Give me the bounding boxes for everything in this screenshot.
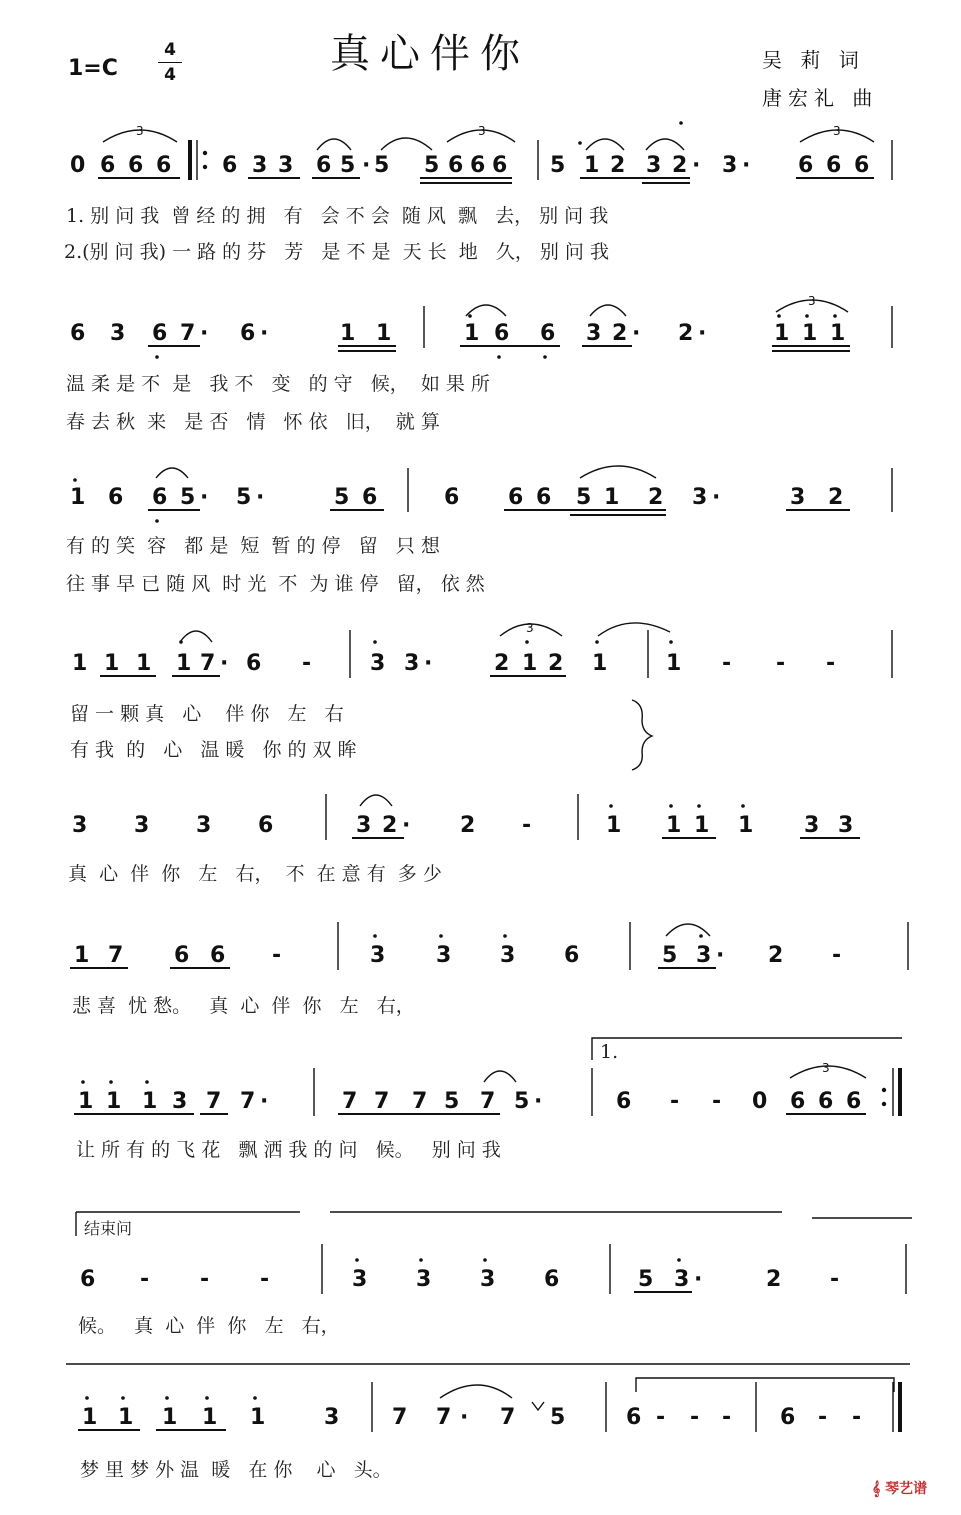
note: 1 <box>74 943 90 968</box>
note: 0 <box>70 153 86 178</box>
note: 7 <box>480 1089 496 1114</box>
note: 6 <box>854 153 870 178</box>
note: 6 <box>444 485 460 510</box>
note: 1 <box>830 321 846 346</box>
rest-dash: - <box>670 1089 680 1114</box>
rest-dash: - <box>722 1405 732 1430</box>
note: 6 <box>564 943 580 968</box>
triplet-mark: 3 <box>833 124 841 138</box>
note: 5 <box>424 153 440 178</box>
note: 1 <box>666 813 682 838</box>
row-6 <box>70 922 908 1017</box>
note: 1 <box>162 1405 178 1430</box>
rest-dash: - <box>712 1089 722 1114</box>
note: 3 <box>674 1267 690 1292</box>
watermark-logo <box>872 1478 927 1498</box>
note: 3 <box>278 153 294 178</box>
note: 3 <box>196 813 212 838</box>
note: 6 <box>246 651 262 676</box>
note: 6 <box>210 943 226 968</box>
note: 1 <box>694 813 710 838</box>
composer-credit: 唐宏礼 曲 <box>762 86 879 110</box>
note: 6 <box>846 1089 862 1114</box>
note: 1 <box>592 651 608 676</box>
note: 7 <box>412 1089 428 1114</box>
note: 6 <box>448 153 464 178</box>
note: 6 <box>240 321 256 346</box>
aug-dot: · <box>260 321 269 346</box>
aug-dot: · <box>362 153 371 178</box>
note: 2 <box>828 485 844 510</box>
note: 6 <box>258 813 274 838</box>
note: 2 <box>648 485 664 510</box>
note: 5 <box>444 1089 460 1114</box>
note: 3 <box>252 153 268 178</box>
aug-dot: · <box>460 1405 469 1430</box>
rest-dash: - <box>776 651 786 676</box>
note: 7 <box>500 1405 516 1430</box>
watermark-text: 琴艺谱 <box>885 1481 928 1497</box>
note: 1 <box>464 321 480 346</box>
row-8-notes <box>80 1267 839 1292</box>
note: 3 <box>134 813 150 838</box>
aug-dot: · <box>694 1267 703 1292</box>
triplet-mark: 3 <box>478 124 486 138</box>
lyric-line-2: 春 去 秋 来 是 否 情 怀 依 旧， 就 算 <box>66 411 440 433</box>
song-title: 真心伴你 <box>330 31 530 77</box>
aug-dot: · <box>424 651 433 676</box>
rest-dash: - <box>522 813 532 838</box>
note: 6 <box>470 153 486 178</box>
note: 7 <box>206 1089 222 1114</box>
note: 1 <box>738 813 754 838</box>
note: 3 <box>404 651 420 676</box>
triplet-mark: 3 <box>822 1061 830 1075</box>
note: 1 <box>176 651 192 676</box>
note: 6 <box>536 485 552 510</box>
lyric-line-2: 2.(别 问 我) 一 路 的 芬 芳 是 不 是 天 长 地 久， 别 问 我 <box>64 241 609 263</box>
note: 1 <box>666 651 682 676</box>
row-4-notes <box>72 651 835 676</box>
note: 1 <box>606 813 622 838</box>
lyric-line-1: 悲 喜 忧 愁。 真 心 伴 你 左 右， <box>72 995 415 1017</box>
note: 3 <box>722 153 738 178</box>
note: 2 <box>610 153 626 178</box>
note: 2 <box>678 321 694 346</box>
note: 7 <box>180 321 196 346</box>
note: 6 <box>508 485 524 510</box>
note: 6 <box>780 1405 796 1430</box>
note: 1 <box>72 651 88 676</box>
note: 6 <box>100 153 116 178</box>
time-signature-bottom: 4 <box>164 65 176 85</box>
note: 1 <box>106 1089 122 1114</box>
note: 3 <box>416 1267 432 1292</box>
note: 2 <box>612 321 628 346</box>
note: 5 <box>236 485 252 510</box>
note: 1 <box>78 1089 94 1114</box>
note: 1 <box>142 1089 158 1114</box>
note: 6 <box>316 153 332 178</box>
note: 5 <box>662 943 678 968</box>
lyric-line-1: 温 柔 是 不 是 我 不 变 的 守 候， 如 果 所 <box>66 373 490 395</box>
row-4 <box>70 621 892 770</box>
note: 6 <box>544 1267 560 1292</box>
note: 3 <box>480 1267 496 1292</box>
note: 5 <box>550 153 566 178</box>
row-5-notes <box>72 813 853 838</box>
note: 3 <box>172 1089 188 1114</box>
note: 1 <box>522 651 538 676</box>
lyric-line-1: 1. 别 问 我 曾 经 的 拥 有 会 不 会 随 风 飘 去， 别 问 我 <box>66 205 609 227</box>
note: 1 <box>802 321 818 346</box>
note: 5 <box>340 153 356 178</box>
row-3 <box>66 466 892 595</box>
aug-dot: · <box>534 1089 543 1114</box>
rest-dash: - <box>656 1405 666 1430</box>
note: 1 <box>774 321 790 346</box>
note: 6 <box>494 321 510 346</box>
note: 3 <box>110 321 126 346</box>
note: 1 <box>584 153 600 178</box>
aug-dot: · <box>256 485 265 510</box>
note: 6 <box>70 321 86 346</box>
triplet-mark: 3 <box>526 621 534 635</box>
note: 3 <box>804 813 820 838</box>
note: 6 <box>616 1089 632 1114</box>
note: 5 <box>550 1405 566 1430</box>
ending-label: 结束问 <box>84 1219 133 1238</box>
note: 1 <box>70 485 86 510</box>
row-9 <box>66 1364 910 1481</box>
aug-dot: · <box>742 153 751 178</box>
note: 3 <box>324 1405 340 1430</box>
note: 6 <box>626 1405 642 1430</box>
note: 6 <box>156 153 172 178</box>
note: 3 <box>356 813 372 838</box>
note: 6 <box>826 153 842 178</box>
note: 5 <box>514 1089 530 1114</box>
rest-dash: - <box>260 1267 270 1292</box>
lyricist-credit: 吴 莉 词 <box>762 48 865 72</box>
row-2-notes <box>70 321 845 346</box>
note: 6 <box>128 153 144 178</box>
row-8-lines <box>322 1244 906 1294</box>
note: 3 <box>500 943 516 968</box>
time-signature-top: 4 <box>164 40 176 60</box>
rest-dash: - <box>832 943 842 968</box>
lyric-line-1: 真 心 伴 你 左 右， 不 在 意 有 多 少 <box>68 863 442 885</box>
ending-1-label: 1. <box>600 1041 619 1063</box>
note: 5 <box>576 485 592 510</box>
note: 5 <box>334 485 350 510</box>
note: 7 <box>374 1089 390 1114</box>
note: 3 <box>370 651 386 676</box>
aug-dot: · <box>712 485 721 510</box>
note: 6 <box>222 153 238 178</box>
note: 7 <box>240 1089 256 1114</box>
lyric-line-1: 梦 里 梦 外 温 暖 在 你 心 头。 <box>80 1459 392 1481</box>
note: 6 <box>818 1089 834 1114</box>
note: 2 <box>672 153 688 178</box>
row-6-notes <box>74 943 841 968</box>
note: 7 <box>200 651 216 676</box>
note: 6 <box>492 153 508 178</box>
note: 1 <box>82 1405 98 1430</box>
note: 3 <box>72 813 88 838</box>
note: 3 <box>646 153 662 178</box>
row-8 <box>76 1212 912 1337</box>
rest-dash: - <box>818 1405 828 1430</box>
lyric-line-1: 让 所 有 的 飞 花 飘 洒 我 的 问 候。 别 问 我 <box>76 1139 501 1161</box>
rest-dash: - <box>722 651 732 676</box>
lyric-line-2: 有 我 的 心 温 暖 你 的 双 眸 <box>70 739 357 761</box>
note: 2 <box>766 1267 782 1292</box>
note: 6 <box>790 1089 806 1114</box>
note: 3 <box>692 485 708 510</box>
note: 0 <box>752 1089 768 1114</box>
note: 7 <box>436 1405 452 1430</box>
note: 3 <box>352 1267 368 1292</box>
rest-dash: - <box>272 943 282 968</box>
note: 2 <box>494 651 510 676</box>
lyric-line-1: 有 的 笑 容 都 是 短 暂 的 停 留 只 想 <box>66 535 440 557</box>
aug-dot: · <box>220 651 229 676</box>
note: 5 <box>180 485 196 510</box>
note: 6 <box>152 485 168 510</box>
row-3-lines <box>73 466 892 523</box>
triplet-mark: 3 <box>136 124 144 138</box>
note: 3 <box>696 943 712 968</box>
row-5 <box>68 794 860 885</box>
note: 1 <box>104 651 120 676</box>
rest-dash: - <box>302 651 312 676</box>
aug-dot: · <box>632 321 641 346</box>
aug-dot: · <box>698 321 707 346</box>
row-1 <box>64 121 892 263</box>
note: 3 <box>436 943 452 968</box>
note: 7 <box>392 1405 408 1430</box>
note: 6 <box>798 153 814 178</box>
note: 6 <box>152 321 168 346</box>
rest-dash: - <box>826 651 836 676</box>
note: 2 <box>382 813 398 838</box>
note: 3 <box>586 321 602 346</box>
rest-dash: - <box>830 1267 840 1292</box>
note: 3 <box>838 813 854 838</box>
note: 6 <box>80 1267 96 1292</box>
note: 6 <box>362 485 378 510</box>
note: 1 <box>250 1405 266 1430</box>
note: 6 <box>174 943 190 968</box>
lyric-line-1: 候。 真 心 伴 你 左 右， <box>78 1315 340 1337</box>
row-2 <box>66 294 892 433</box>
rest-dash: - <box>140 1267 150 1292</box>
lyric-line-1: 留 一 颗 真 心 伴 你 左 右 <box>70 703 344 725</box>
key-signature: 1=C <box>68 56 118 81</box>
aug-dot: · <box>260 1089 269 1114</box>
triplet-mark: 3 <box>808 294 816 308</box>
note: 3 <box>370 943 386 968</box>
note: 1 <box>202 1405 218 1430</box>
note: 1 <box>136 651 152 676</box>
note: 3 <box>790 485 806 510</box>
watermark-icon: 𝄞 <box>872 1481 881 1497</box>
lyric-line-2: 往 事 早 已 随 风 时 光 不 为 谁 停 留， 依 然 <box>66 573 485 595</box>
note: 2 <box>548 651 564 676</box>
note: 1 <box>118 1405 134 1430</box>
row-3-notes <box>70 485 843 510</box>
note: 1 <box>604 485 620 510</box>
note: 2 <box>768 943 784 968</box>
aug-dot: · <box>692 153 701 178</box>
rest-dash: - <box>852 1405 862 1430</box>
aug-dot: · <box>200 485 209 510</box>
row-7-notes <box>78 1089 861 1114</box>
rest-dash: - <box>200 1267 210 1292</box>
aug-dot: · <box>200 321 209 346</box>
note: 5 <box>374 153 390 178</box>
note: 7 <box>108 943 124 968</box>
note: 5 <box>638 1267 654 1292</box>
note: 6 <box>108 485 124 510</box>
note: 1 <box>340 321 356 346</box>
note: 7 <box>342 1089 358 1114</box>
row-9-notes <box>82 1405 861 1430</box>
row-7 <box>74 1038 902 1161</box>
note: 6 <box>540 321 556 346</box>
aug-dot: · <box>716 943 725 968</box>
note: 1 <box>376 321 392 346</box>
aug-dot: · <box>402 813 411 838</box>
rest-dash: - <box>690 1405 700 1430</box>
note: 2 <box>460 813 476 838</box>
